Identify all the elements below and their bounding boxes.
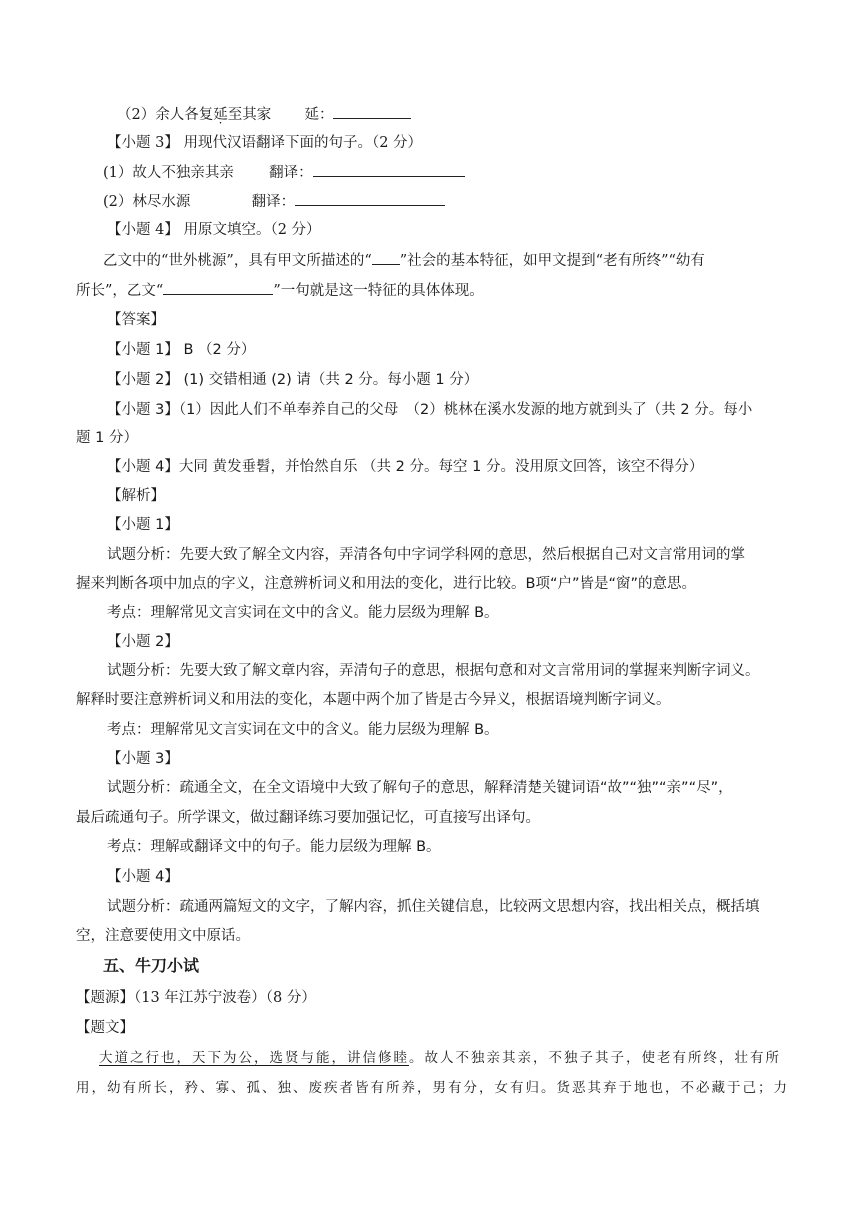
q2-item-2-dotted-char: 延 xyxy=(213,107,228,123)
answer-heading: 【答案】 xyxy=(107,312,165,328)
analysis-q2-heading: 【小题 2】 xyxy=(107,634,179,650)
q3-item-2-text: (2）林尽水源 xyxy=(103,194,191,210)
analysis-q2-paragraph-line-2: 解释时要注意辨析词义和用法的变化，本题中两个加了皆是古今异义，根据语境判断字词义。 xyxy=(76,692,671,708)
analysis-heading: 【解析】 xyxy=(107,488,165,504)
analysis-q3-key-point: 考点：理解或翻译文中的句子。能力层级为理解 B。 xyxy=(107,839,441,855)
q3-item-2-label: 翻译： xyxy=(251,194,296,210)
q4-blank-1 xyxy=(372,250,400,265)
section-5-source: 【题源】（13 年江苏宁波卷）（8 分） xyxy=(76,990,316,1006)
analysis-q3-heading: 【小题 3】 xyxy=(107,751,179,767)
q2-item-2-suffix: 至其家 xyxy=(227,107,272,123)
analysis-q1-paragraph-line-2: 握来判断各项中加点的字义，注意辨析词义和用法的变化，进行比较。B项“户”皆是“窗”的意思。 xyxy=(76,576,696,592)
analysis-q1-key-point: 考点：理解常见文言实词在文中的含义。能力层级为理解 B。 xyxy=(107,605,499,621)
answer-q4: 【小题 4】大同 黄发垂髫，并怡然自乐 （共 2 分。每空 1 分。没用原文回答，该空不得分） xyxy=(107,459,704,475)
answer-q3-line-1: 【小题 3】（1）因此人们不单奉养自己的父母 （2）桃林在溪水发源的地方就到头了（共 2 分。每小 xyxy=(107,402,753,418)
analysis-q3-paragraph-line-2: 最后疏通句子。所学课文，做过翻译练习要加强记忆，可直接写出译句。 xyxy=(76,810,540,826)
q3-item-1-label: 翻译： xyxy=(269,165,313,181)
q4-text-part-2: ”社会的基本特征，如甲文提到“老有所终”“幼有 xyxy=(399,253,705,269)
section-5-passage-line-2: 用，幼有所长，矜、寡、孤、独、废疾者皆有所养，男有分，女有归。货恶其弃于地也，不必藏于己；力 xyxy=(76,1080,789,1096)
q2-item-2 xyxy=(117,104,411,125)
analysis-q4-paragraph-line-2: 空，注意要使用文中原话。 xyxy=(76,928,250,944)
q3-item-1-answer-blank xyxy=(313,162,465,177)
q3-heading: 【小题 3】 用现代汉语翻译下面的句子。（2 分） xyxy=(107,135,423,151)
q4-blank-2 xyxy=(163,280,273,295)
analysis-q4-heading: 【小题 4】 xyxy=(107,869,179,885)
passage-underlined-phrase: 大道之行也，天下为公，选贤与能，讲信修睦 xyxy=(99,1050,409,1066)
q4-text-line-1 xyxy=(103,250,705,271)
analysis-q3-paragraph-line-1: 试题分析：疏通全文，在全文语境中大致了解句子的意思，解释清楚关键词语“故”“独”“亲”“尽”， xyxy=(107,780,733,796)
analysis-q2-paragraph-line-1: 试题分析：先要大致了解文章内容，弄清句子的意思，根据句意和对文言常用词的掌握来判断字词义。 xyxy=(107,663,760,679)
q3-item-1 xyxy=(103,162,465,183)
analysis-q1-heading: 【小题 1】 xyxy=(107,517,179,533)
q2-item-2-label: 延： xyxy=(304,107,334,123)
q4-heading: 【小题 4】 用原文填空。（2 分） xyxy=(107,222,321,238)
q3-item-2 xyxy=(103,191,445,212)
q2-item-2-prefix: （2）余人各复 xyxy=(117,107,214,123)
q4-text-part-1: 乙文中的“世外桃源”，具有甲文所描述的“ xyxy=(103,253,372,269)
analysis-q1-paragraph-line-1: 试题分析：先要大致了解全文内容，弄清各句中字词学科网的意思，然后根据自己对文言常用词的掌 xyxy=(107,547,745,563)
analysis-q2-key-point: 考点：理解常见文言实词在文中的含义。能力层级为理解 B。 xyxy=(107,722,499,738)
answer-q1: 【小题 1】 B （2 分） xyxy=(107,342,256,358)
answer-q3-line-2: 题 1 分） xyxy=(76,430,138,446)
section-5-title: 五、牛刀小试 xyxy=(103,956,200,975)
section-5-passage-line-1 xyxy=(99,1048,781,1068)
section-5-text-heading: 【题文】 xyxy=(76,1020,134,1036)
q3-item-1-text: (1）故人不独亲其亲 xyxy=(103,165,234,181)
q4-text-part-3: 所长”，乙文“ xyxy=(76,283,164,299)
q3-item-2-answer-blank xyxy=(295,191,445,206)
q2-item-2-answer-blank xyxy=(333,104,411,119)
analysis-q4-paragraph-line-1: 试题分析：疏通两篇短文的文字，了解内容，抓住关键信息，比较两文思想内容，找出相关点，概括填 xyxy=(107,899,760,915)
answer-q2: 【小题 2】 (1) 交错相通 (2) 请（共 2 分。每小题 1 分） xyxy=(107,372,479,388)
q4-text-line-2 xyxy=(76,280,484,301)
q4-text-part-4: ”一句就是这一特征的具体体现。 xyxy=(273,283,484,299)
passage-line-1-rest: 。故人不独亲其亲，不独子其子，使老有所终，壮有所 xyxy=(409,1050,781,1066)
